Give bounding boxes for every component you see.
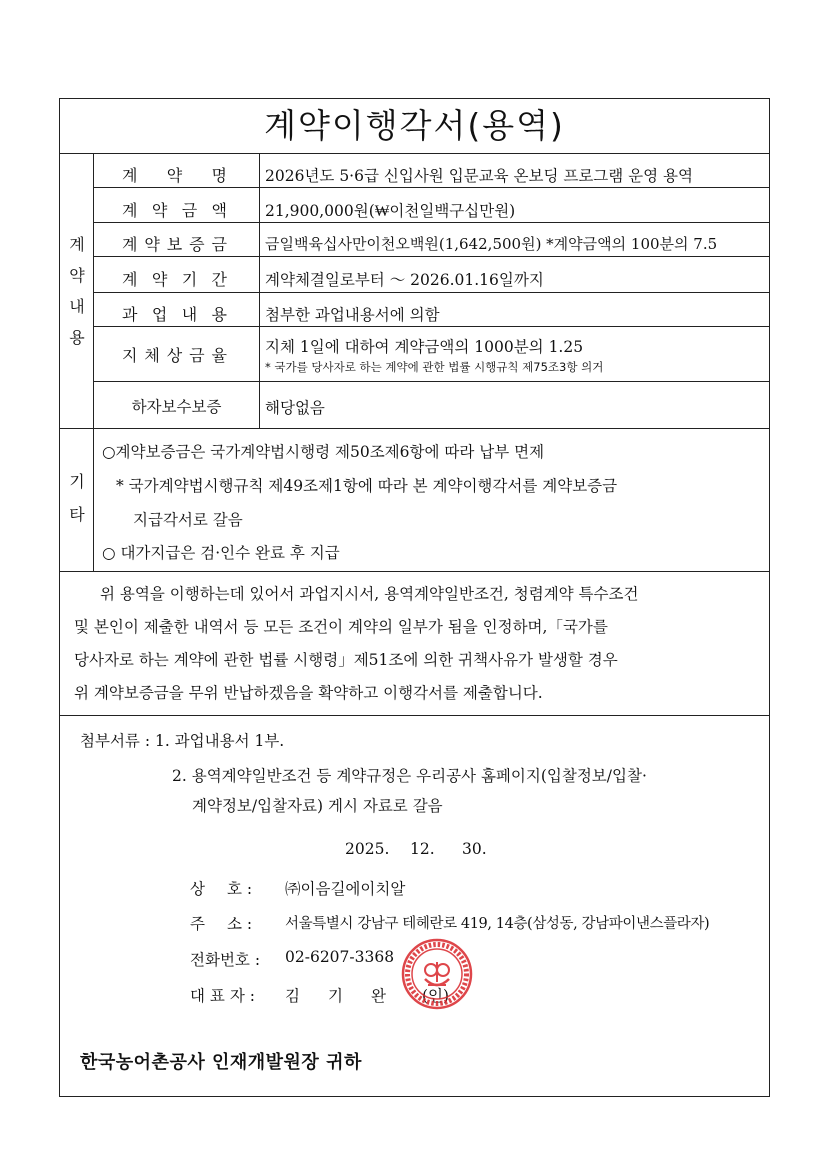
value-contract-name: 2026년도 5·6급 신입사원 입문교육 온보딩 프로그램 운영 용역 bbox=[265, 167, 693, 185]
etc-line-2: * 국가계약법시행규칙 제49조제1항에 따라 본 계약이행각서를 계약보증금 bbox=[116, 477, 618, 495]
contract-side-label: 계 약 내 용 bbox=[69, 235, 85, 347]
etc-section-bottom bbox=[60, 571, 769, 572]
label-defect-warranty: 하자보수보증 bbox=[131, 398, 222, 416]
label-contract-period: 계 약 기 간 bbox=[122, 270, 227, 289]
company-phone: 02-6207-3368 bbox=[285, 948, 395, 966]
label-delay-penalty: 지 체 상 금 율 bbox=[122, 346, 227, 365]
etc-side-label: 기 타 bbox=[69, 472, 85, 524]
value-contract-deposit: 금일백육십사만이천오백원(1,642,500원) *계약금액의 100분의 7.5 bbox=[265, 235, 718, 253]
value-task-content: 첨부한 과업내용서에 의함 bbox=[265, 306, 440, 324]
contract-section-bottom bbox=[60, 428, 769, 429]
value-delay-penalty: 지체 1일에 대하여 계약금액의 1000분의 1.25 bbox=[265, 338, 584, 356]
value-defect-warranty: 해당없음 bbox=[265, 399, 325, 417]
label-contract-amount: 계 약 금 액 bbox=[122, 201, 227, 220]
etc-line-4: ○ 대가지급은 검·인수 완료 후 지급 bbox=[102, 544, 340, 562]
document-title: 계약이행각서(용역) bbox=[264, 106, 565, 145]
addressee: 한국농어촌공사 인재개발원장 귀하 bbox=[80, 1052, 362, 1073]
date-day: 30. bbox=[462, 840, 487, 858]
note-delay-penalty: * 국가를 당사자로 하는 계약에 관한 법률 시행규칙 제75조3항 의거 bbox=[265, 360, 604, 374]
company-name: ㈜이음길에이치알 bbox=[285, 880, 406, 898]
value-contract-amount: 21,900,000원(₩이천일백구십만원) bbox=[265, 202, 516, 220]
attachment-item-1: 첨부서류 : 1. 과업내용서 1부. bbox=[80, 732, 285, 750]
company-seal-stamp bbox=[400, 937, 474, 1011]
etc-line-3: 지급각서로 갈음 bbox=[133, 511, 243, 529]
company-rep-label: 대 표 자 : bbox=[190, 987, 255, 1005]
company-phone-label: 전화번호 : bbox=[190, 951, 261, 969]
company-address: 서울특별시 강남구 테헤란로 419, 14층(삼성동, 강남파이낸스플라자) bbox=[285, 916, 710, 932]
company-name-label: 상 호 : bbox=[190, 880, 253, 898]
company-rep-name: 김 기 완 bbox=[285, 987, 386, 1005]
label-task-content: 과 업 내 용 bbox=[122, 305, 227, 324]
label-contract-name: 계 약 명 bbox=[122, 166, 227, 185]
document-frame bbox=[59, 98, 770, 1097]
date-year: 2025. bbox=[345, 840, 390, 858]
label-contract-deposit: 계 약 보 증 금 bbox=[122, 235, 227, 254]
etc-line-1: ○계약보증금은 국가계약법시행령 제50조제6항에 따라 납부 면제 bbox=[102, 443, 545, 461]
seal-mark: (인) bbox=[422, 987, 450, 1005]
attachment-item-2-line-2: 계약정보/입찰자료) 게시 자료로 갈음 bbox=[192, 797, 443, 815]
title-divider bbox=[60, 153, 769, 154]
pledge-paragraph: 위 용역을 이행하는데 있어서 과업지시서, 용역계약일반조건, 청렴계약 특수조건 및 본인이 제출한 내역서 등 모든 조건이 계약의 일부가 됨을 인정하며,「국가를 당사자로 하는 계약에 관한 법률 시행령」제51조에 의한 귀책사유가 발생할 경우 위 계약보증금을 무위 반납하겠음을 확약하고 이행각서를 제출합니다. bbox=[74, 585, 639, 702]
pledge-section-bottom bbox=[60, 715, 769, 716]
value-contract-period: 계약체결일로부터 ～ 2026.01.16일까지 bbox=[265, 271, 544, 289]
attachment-item-2-line-1: 2. 용역계약일반조건 등 계약규정은 우리공사 홈페이지(입찰정보/입찰· bbox=[172, 767, 647, 785]
company-address-label: 주 소 : bbox=[190, 915, 253, 933]
date-month: 12. bbox=[410, 840, 435, 858]
label-divider bbox=[259, 153, 260, 428]
